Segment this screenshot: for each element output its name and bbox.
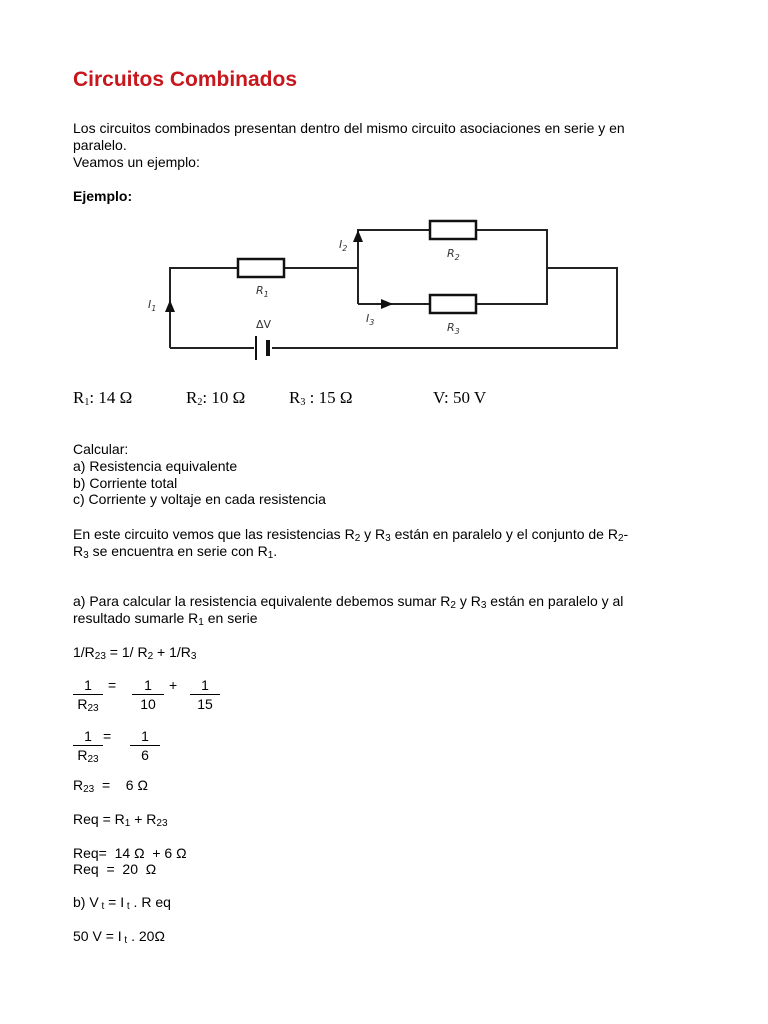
label-i3: $I_3$: [366, 312, 375, 327]
equation-part-b-values: 50 V = I $_t$ . 20Ω: [73, 928, 165, 946]
label-i2: $I_2$: [339, 238, 348, 253]
explanation-line-1: En este circuito vemos que las resistencias $R_2$ y $R_3$ están en paralelo y el conjunto de $R_2-$: [73, 526, 629, 544]
wire-left: [170, 268, 238, 348]
plus-sign: +: [169, 677, 178, 693]
intro-line-1: Los circuitos combinados presentan dentro del mismo circuito asociaciones en serie y en: [73, 120, 625, 136]
calc-item-b: b) Corriente total: [73, 475, 178, 491]
arrow-i3-icon: [381, 299, 393, 309]
example-label: Ejemplo:: [73, 188, 133, 204]
part-a-line-2: resultado sumarle $R_1$ en serie: [73, 610, 258, 628]
wire-upper-left: [358, 230, 430, 304]
label-delta-v: ΔV: [256, 318, 272, 331]
part-a-line-1: a) Para calcular la resistencia equivalente debemos sumar $R_2$ y $R_3$ están en paralelo y al: [73, 593, 624, 611]
calc-item-a: a) Resistencia equivalente: [73, 458, 238, 474]
arrow-i1-icon: [165, 300, 175, 312]
label-i1: $I_1$: [148, 298, 157, 313]
intro-line-2: paralelo.: [73, 137, 127, 153]
value-r1: $R_1$: 14 Ω: [73, 388, 133, 408]
equation-req: Req = $R_1 + R_{23}$: [73, 811, 168, 829]
equals-sign: =: [108, 677, 117, 693]
label-r3: $R_3$: [447, 321, 460, 336]
label-r2: $R_2$: [447, 247, 460, 262]
page-title: Circuitos Combinados: [73, 68, 298, 91]
fraction-1-over-10: $\frac{1}{10}$: [132, 677, 164, 712]
resistor-r3: [430, 295, 476, 313]
resistor-r1: [238, 259, 284, 277]
value-v: V: 50 V: [433, 388, 487, 407]
equation-req-result: Req = 20 Ω: [73, 861, 157, 877]
circuit-diagram: [140, 212, 630, 362]
calc-item-c: c) Corriente y voltaje en cada resistencia: [73, 491, 326, 507]
fraction-1-over-6: $\frac{1}{6}$: [130, 728, 160, 763]
circuit-wires: [170, 230, 617, 348]
equation-part-b: b) V $_t$ = I $_t$ . R eq: [73, 894, 171, 912]
equation-parallel: $1/R_{23} = 1/$ $R_2 + 1/R_3$: [73, 644, 197, 662]
fraction-1-over-15: $\frac{1}{15}$: [190, 677, 220, 712]
equals-sign-b: =: [103, 728, 112, 744]
fraction-1-over-r23: $\frac{1}{R_{23}}$: [73, 677, 103, 712]
equation-req-sum: Req= 14 Ω + 6 Ω: [73, 845, 187, 861]
value-r2: $R_2$: 10 Ω: [186, 388, 246, 408]
arrow-i2-icon: [353, 230, 363, 242]
fraction-1-over-r23-b: $\frac{1}{R_{23}}$: [73, 728, 103, 763]
intro-line-3: Veamos un ejemplo:: [73, 154, 200, 170]
calc-heading: Calcular:: [73, 441, 129, 457]
wire-right-parallel: [476, 230, 547, 304]
resistor-r2: [430, 221, 476, 239]
label-r1: $R_1$: [256, 284, 269, 299]
explanation-line-2: $R_3$ se encuentra en serie con $R_1$.: [73, 543, 278, 561]
value-r3: $R_3$ : 15 Ω: [289, 388, 353, 408]
equation-r23-result: $R_{23}$ = 6 Ω: [73, 777, 148, 795]
